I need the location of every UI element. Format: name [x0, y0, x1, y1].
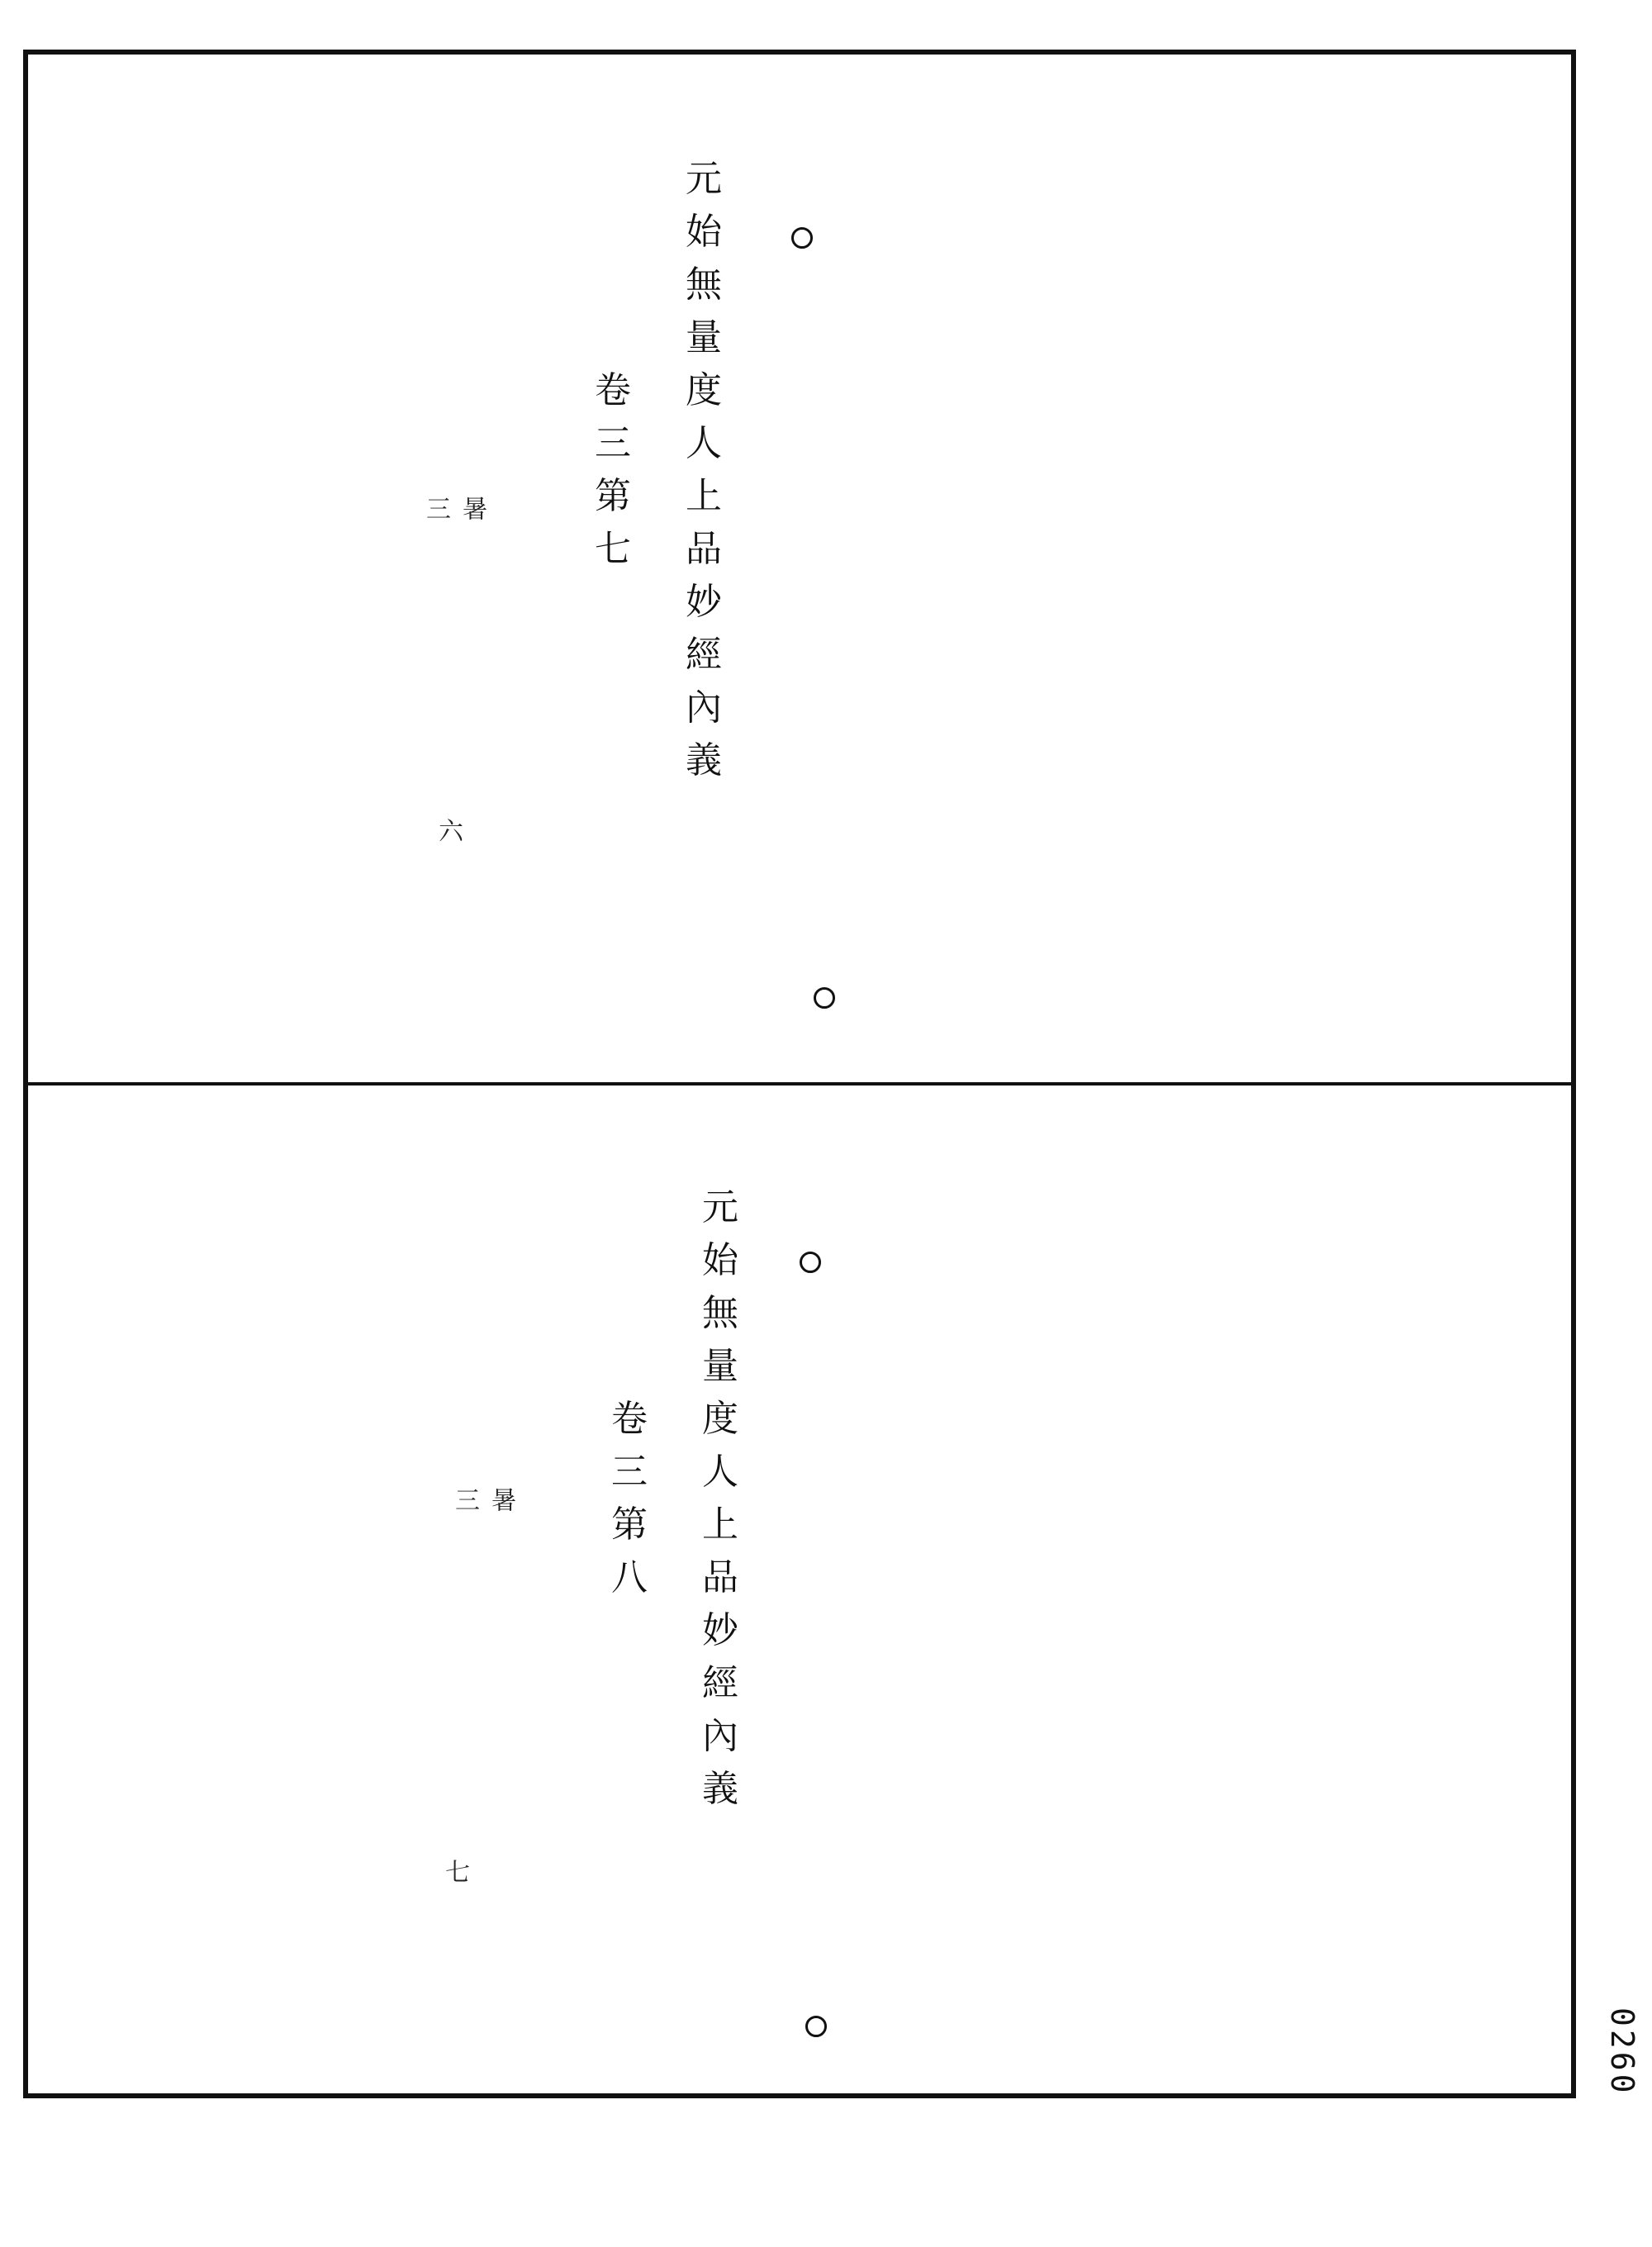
folio-header — [595, 149, 727, 783]
margin-label: 暑三 — [421, 496, 487, 520]
folio-header — [611, 1177, 743, 1812]
margin-folio-number: 七 — [440, 1859, 469, 1884]
punctuation-circle — [800, 1252, 821, 1273]
chapter-label: 卷三第八 — [611, 1398, 653, 1599]
punctuation-circle — [805, 2016, 827, 2037]
scripture-title: 元始無量度人上品妙經內義 — [702, 1186, 743, 1810]
scripture-title: 元始無量度人上品妙經內義 — [686, 158, 727, 781]
punctuation-circle — [791, 227, 813, 249]
outer-frame — [23, 50, 1576, 2098]
punctuation-circle — [814, 987, 835, 1009]
folio-divider — [23, 1082, 1576, 1085]
margin-folio-number: 六 — [434, 818, 463, 843]
margin-label: 暑三 — [450, 1487, 515, 1512]
chapter-label: 卷三第七 — [595, 369, 636, 570]
page-number: 0260 — [1604, 2007, 1640, 2097]
